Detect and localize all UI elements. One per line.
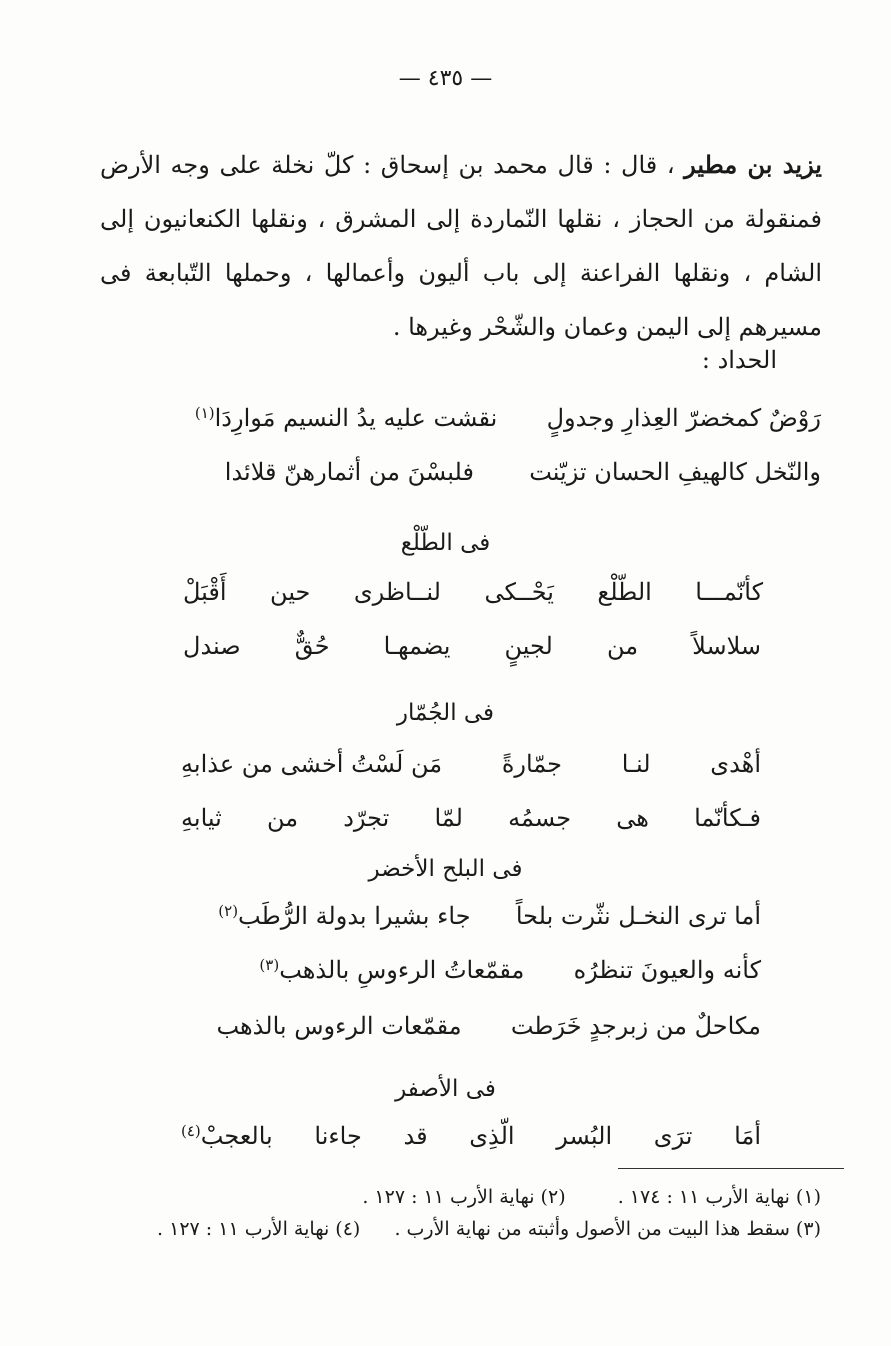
poem3-line1-word: مَن لَسْتُ أخشى من عذابهِ <box>181 750 443 778</box>
footnote-1: (١) نهاية الأرب ١١ : ١٧٤ . <box>617 1186 821 1208</box>
footnote-marker-2: (٢) <box>218 902 239 920</box>
footnote-row-1 <box>362 1186 821 1208</box>
poem1-line1-first-hemistich: رَوْضٌ كمخضرّ العِذارِ وجدولٍ <box>546 404 821 432</box>
poem1-line1 <box>195 404 821 432</box>
section-heading-3: فى البلح الأخضر <box>368 856 523 882</box>
poem4-line1-first-hemistich: أما ترى النخـل نثّرت بلحاً <box>515 902 761 930</box>
poem2-line2 <box>183 632 761 660</box>
poem2-line2-word: لجينٍ <box>504 632 553 660</box>
prose-paragraph <box>100 138 822 354</box>
poem1-line2-second-hemistich: فلبسْنَ من أثمارهنّ قلائدا <box>224 458 474 486</box>
section-heading-4: فى الأصفر <box>395 1076 496 1102</box>
poem3-line1-word: لنـا <box>621 750 651 778</box>
footnote-row-2 <box>157 1218 821 1240</box>
poem2-line2-word: حُقٌّ <box>294 632 330 660</box>
poem4-line2-second-hemistich: مقمّعاتُ الرءوسِ بالذهب <box>279 956 525 984</box>
poem2-line1-word: الطّلْع <box>597 578 652 606</box>
footnote-4: (٤) نهاية الأرب ١١ : ١٢٧ . <box>157 1218 361 1240</box>
poem5-line1-word: ترَى <box>653 1122 693 1150</box>
poem5-line1 <box>181 1122 761 1150</box>
footnote-2: (٢) نهاية الأرب ١١ : ١٢٧ . <box>362 1186 566 1208</box>
poem2-line2-word: من <box>606 632 639 660</box>
poem3-line2-word: هى <box>616 804 649 832</box>
poem5-line1-word: البُسر <box>556 1122 613 1150</box>
poem4-line2-first-hemistich: كأنه والعيونَ تنظرُه <box>573 956 761 984</box>
poem4-line3-first-hemistich: مكاحلٌ من زبرجدٍ خَرَطت <box>510 1012 761 1040</box>
poem1-line1-second-hemistich: نقشت عليه يدُ النسيم مَوارِدَا <box>214 404 498 432</box>
poem5-line1-word: قد <box>403 1122 428 1150</box>
poem2-line1-word: أَقْبَلْ <box>183 578 227 606</box>
footnote-marker-1: (١) <box>194 404 215 422</box>
poem3-line1-word: جمّارةً <box>501 750 562 778</box>
poem2-line1 <box>183 578 763 606</box>
poem3-line2-word: من <box>266 804 299 832</box>
poem3-line1 <box>181 750 761 778</box>
poem1-line2-first-hemistich: والنّخل كالهيفِ الحسان تزيّنت <box>529 458 821 486</box>
section-heading-2: فى الجُمّار <box>396 700 495 726</box>
poem3-line2-word: جسمُه <box>508 804 572 832</box>
footnote-separator <box>618 1168 844 1169</box>
poem3-line2-word: ثيابهِ <box>181 804 222 832</box>
poem3-line2-word: تجرّد <box>343 804 390 832</box>
poem2-line2-word: سلاسلاً <box>692 632 761 660</box>
poem5-line1-word <box>181 1122 273 1150</box>
footnote-marker-3: (٣) <box>259 956 280 974</box>
page-number: — ٤٣٥ — <box>398 66 493 91</box>
poem3-line2-word: لمّا <box>434 804 463 832</box>
poem2-line1-word: حين <box>270 578 311 606</box>
poem5-line1-word: أمَا <box>734 1122 761 1150</box>
footnote-3: (٣) سقط هذا البيت من الأصول وأثبته من نهاية الأرب . <box>394 1218 821 1240</box>
poem4-line3-second-hemistich: مقمّعات الرءوس بالذهب <box>216 1012 462 1040</box>
poem2-line1-word: يَحْــكى <box>484 578 554 606</box>
section-heading-1: فى الطّلْع <box>400 530 491 556</box>
poem3-line2-word: فـكأنّما <box>694 804 761 832</box>
poem2-line1-word: كأنّمـــا <box>695 578 763 606</box>
poem2-line2-word: صندل <box>183 632 241 660</box>
poem4-line1 <box>218 902 761 930</box>
poem5-line1-word: بالعجبْ <box>200 1122 273 1150</box>
prose-text: ، قال : قال محمد بن إسحاق : كلّ نخلة على وجه الأرض فمنقولة من الحجاز ، نقلها النّماردة إلى المشرق ، ونقلها الكنعانيون إلى الشام ، ونقلها الفراعنة إلى باب أليون وأعمالها ، وحملها التّبابعة فى مسيرهم إلى اليمن وعمان والشّحْر وغيرها . <box>100 151 822 341</box>
poem3-line1-word: أهْدى <box>710 750 761 778</box>
footnote-marker-4: (٤) <box>181 1122 201 1140</box>
poet-attribution: الحداد : <box>701 346 777 374</box>
prose-lead: يزيد بن مطير <box>684 150 822 179</box>
poem4-line1-second-hemistich: جاء بشيرا بدولة الرُّطَب <box>238 902 471 930</box>
poem1-line2 <box>225 458 821 486</box>
poem4-line2 <box>259 956 761 984</box>
poem4-line3 <box>216 1012 761 1040</box>
poem5-line1-word: الّذِى <box>469 1122 515 1150</box>
poem5-line1-word: جاءنا <box>314 1122 362 1150</box>
poem3-line2 <box>181 804 761 832</box>
poem2-line1-word: لنــاظرى <box>353 578 441 606</box>
poem2-line2-word: يضمهـا <box>383 632 451 660</box>
